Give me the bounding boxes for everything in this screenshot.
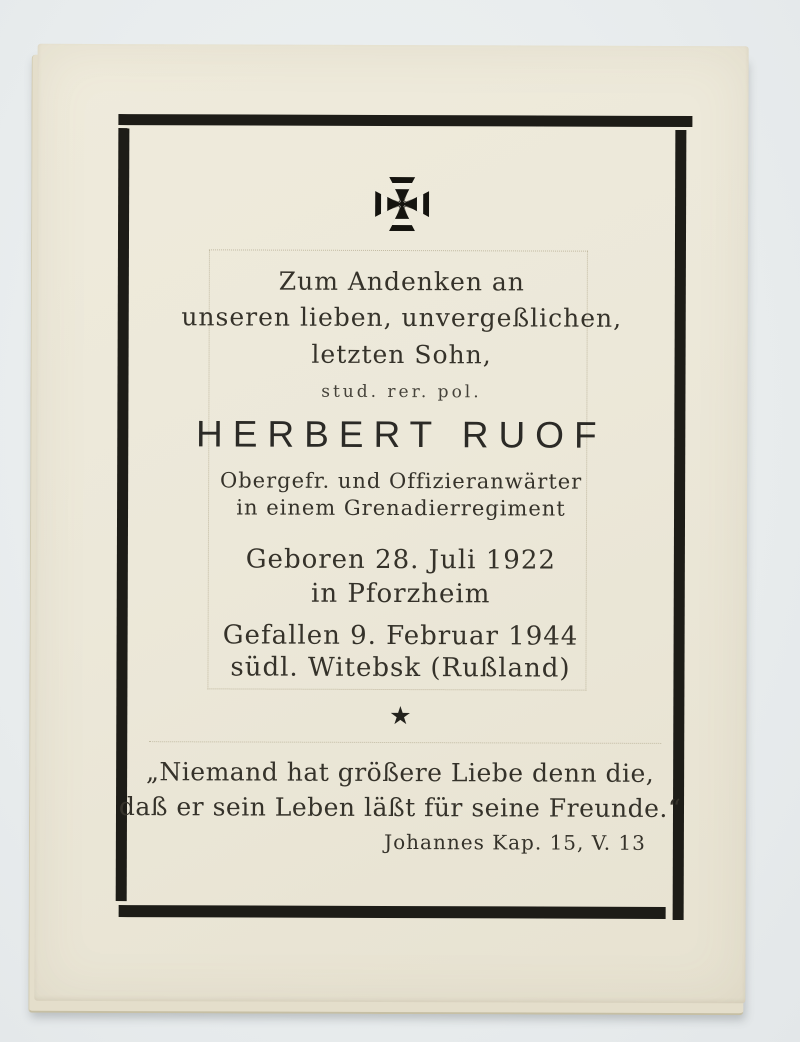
scripture-reference: Johannes Kap. 15, V. 13 bbox=[384, 829, 646, 855]
birth-line-1: Geboren 28. Juli 1922 bbox=[245, 544, 556, 576]
iron-cross-icon bbox=[118, 176, 686, 236]
mourning-border-top bbox=[118, 114, 692, 127]
dedication-line-1: Zum Andenken an bbox=[278, 266, 525, 297]
dedication-line-2: unseren lieben, unvergeßlichen, bbox=[181, 302, 623, 333]
fold-crease-line bbox=[149, 741, 661, 744]
death-line-2: südl. Witebsk (Rußland) bbox=[230, 652, 571, 684]
memorial-card bbox=[34, 44, 748, 1003]
star-divider: ★ bbox=[389, 700, 412, 731]
academic-title: stud. rer. pol. bbox=[321, 381, 482, 403]
birth-line-2: in Pforzheim bbox=[311, 578, 491, 610]
mourning-border-bottom bbox=[119, 905, 666, 919]
rank-line-1: Obergefr. und Offizieranwärter bbox=[219, 468, 583, 494]
scripture-quote-line-2: daß er sein Leben läßt für seine Freunde.“ bbox=[118, 792, 682, 824]
dedication-line-3: letzten Sohn, bbox=[311, 339, 492, 370]
scripture-quote-line-1: „Niemand hat größere Liebe denn die, bbox=[145, 757, 655, 788]
rank-line-2: in einem Grenadierregiment bbox=[236, 495, 566, 521]
deceased-name: HERBERT RUOF bbox=[195, 413, 607, 456]
death-line-1: Gefallen 9. Februar 1944 bbox=[222, 620, 579, 652]
